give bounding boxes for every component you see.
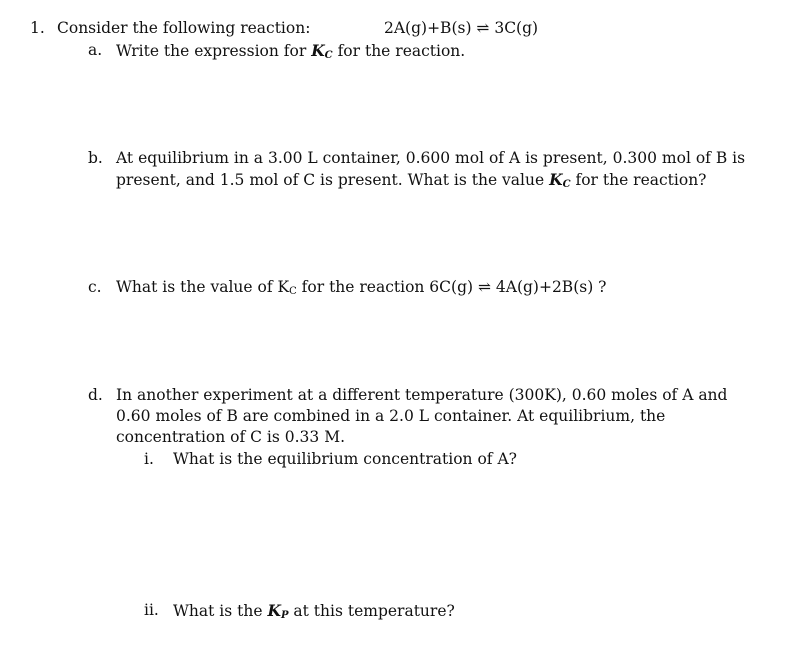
kc-symbol: K	[311, 41, 325, 60]
part-b-line2	[116, 169, 707, 195]
question-intro: Consider the following reaction:	[57, 19, 311, 37]
kc-subscript: C	[324, 50, 333, 61]
part-b-letter: b.	[88, 149, 103, 167]
kc-subscript: C	[289, 286, 297, 297]
kc-symbol: K	[549, 170, 563, 189]
part-d-line1: In another experiment at a different temperature (300K), 0.60 moles of A and	[116, 386, 728, 404]
part-d-ii-numeral: ii.	[144, 601, 159, 619]
part-b-line2-after: for the reaction?	[570, 171, 707, 189]
part-d-line2: 0.60 moles of B are combined in a 2.0 L container. At equilibrium, the	[116, 407, 666, 425]
part-d-i-text: What is the equilibrium concentration of A?	[173, 450, 517, 468]
part-d-letter: d.	[88, 386, 103, 404]
part-d-ii-text-after: at this temperature?	[288, 602, 455, 620]
part-c-text-after: for the reaction 6C(g) ⇌ 4A(g)+2B(s) ?	[296, 278, 607, 296]
part-a-text	[116, 40, 465, 66]
part-c-text	[116, 277, 607, 302]
reaction-equation: 2A(g)+B(s) ⇌ 3C(g)	[384, 19, 539, 37]
part-c-letter: c.	[88, 278, 102, 296]
part-d-i-numeral: i.	[144, 450, 154, 468]
part-d-ii-text	[173, 600, 455, 626]
part-a-text-before: Write the expression for	[116, 42, 312, 60]
question-number: 1.	[30, 19, 45, 37]
part-b-line2-before: present, and 1.5 mol of C is present. What is the value	[116, 171, 550, 189]
kc-subscript: C	[562, 179, 571, 190]
part-a-letter: a.	[88, 41, 103, 59]
kp-subscript: P	[280, 610, 289, 621]
kp-symbol: K	[267, 601, 281, 620]
part-b-line1: At equilibrium in a 3.00 L container, 0.600 mol of A is present, 0.300 mol of B is	[116, 149, 746, 167]
part-c-text-before: What is the value of K	[116, 278, 290, 296]
part-d-ii-text-before: What is the	[173, 602, 268, 620]
part-d-line3: concentration of C is 0.33 M.	[116, 428, 345, 446]
part-a-text-after: for the reaction.	[332, 42, 466, 60]
